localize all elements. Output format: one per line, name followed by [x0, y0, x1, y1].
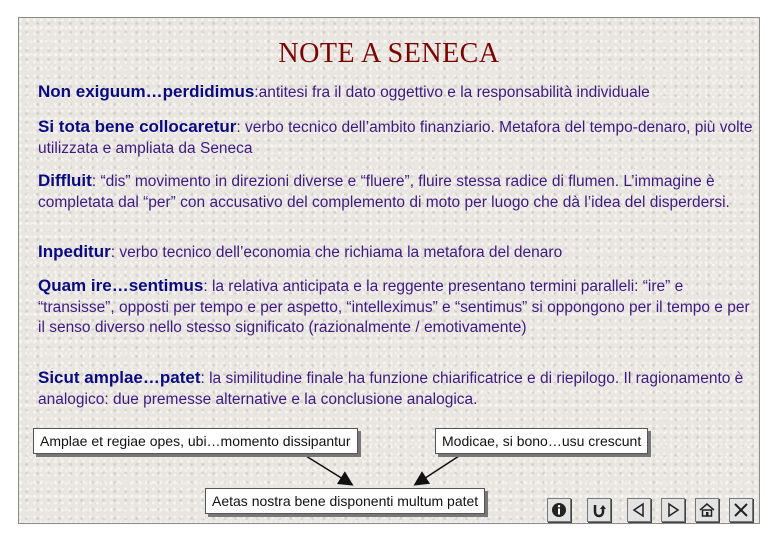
back-button[interactable] — [627, 498, 651, 522]
note-term: Non exiguum…perdidimus — [38, 82, 255, 101]
arrow-left-to-conclusion — [306, 456, 351, 484]
info-icon — [551, 502, 567, 518]
note-text: :antitesi fra il dato oggettivo e la responsabilità individuale — [254, 84, 650, 101]
home-button[interactable] — [695, 498, 719, 522]
back-icon — [631, 502, 647, 518]
note-text: : verbo tecnico dell’ambito finanziario. Metafora del tempo-denaro, più volte utilizzata e ampliata da Seneca — [38, 119, 753, 157]
premise-left-box: Amplae et regiae opes, ubi…momento dissipantur — [33, 428, 358, 454]
arrow-right-to-conclusion — [416, 456, 459, 484]
return-icon — [591, 502, 607, 518]
end-icon — [733, 502, 749, 518]
note-text: : la relativa anticipata e la reggente presentano termini paralleli: “ire” e “transisse”, opposti per tempo e per aspetto, “intelleximus” e “sentimus” si oppongono per il tempo e per il senso diverso nello stesso significato (razionalmente / emotivamente) — [38, 278, 750, 336]
end-button[interactable] — [729, 498, 753, 522]
forward-icon — [665, 502, 681, 518]
slide-title: NOTE A SENECA — [278, 38, 500, 69]
slide — [18, 17, 760, 524]
conclusion-box: Aetas nostra bene disponenti multum patet — [205, 488, 485, 514]
home-icon — [699, 502, 715, 518]
premise-right-box: Modicae, si bono…usu crescunt — [435, 428, 648, 454]
note-term: Sicut amplae…patet — [38, 368, 201, 387]
forward-button[interactable] — [661, 498, 685, 522]
note-term: Inpeditur — [38, 242, 111, 261]
note-text: : “dis” movimento in direzioni diverse e “fluere”, fluire stessa radice di flumen. L’immagine è completata dal “per” con accusativo del complemento di moto per luogo che dà l’idea del disperdersi. — [38, 173, 730, 211]
note-text: : verbo tecnico dell’economia che richiama la metafora del denaro — [110, 244, 563, 261]
note-text: : la similitudine finale ha funzione chiarificatrice e di riepilogo. Il ragionamento è analogico: due premesse alternative e la conclusione analogica. — [38, 370, 744, 408]
info-button[interactable] — [547, 498, 571, 522]
note-term: Quam ire…sentimus — [38, 276, 204, 295]
return-button[interactable] — [587, 498, 611, 522]
note-term: Diffluit — [38, 171, 92, 190]
note-term: Si tota bene collocaretur — [38, 117, 237, 136]
